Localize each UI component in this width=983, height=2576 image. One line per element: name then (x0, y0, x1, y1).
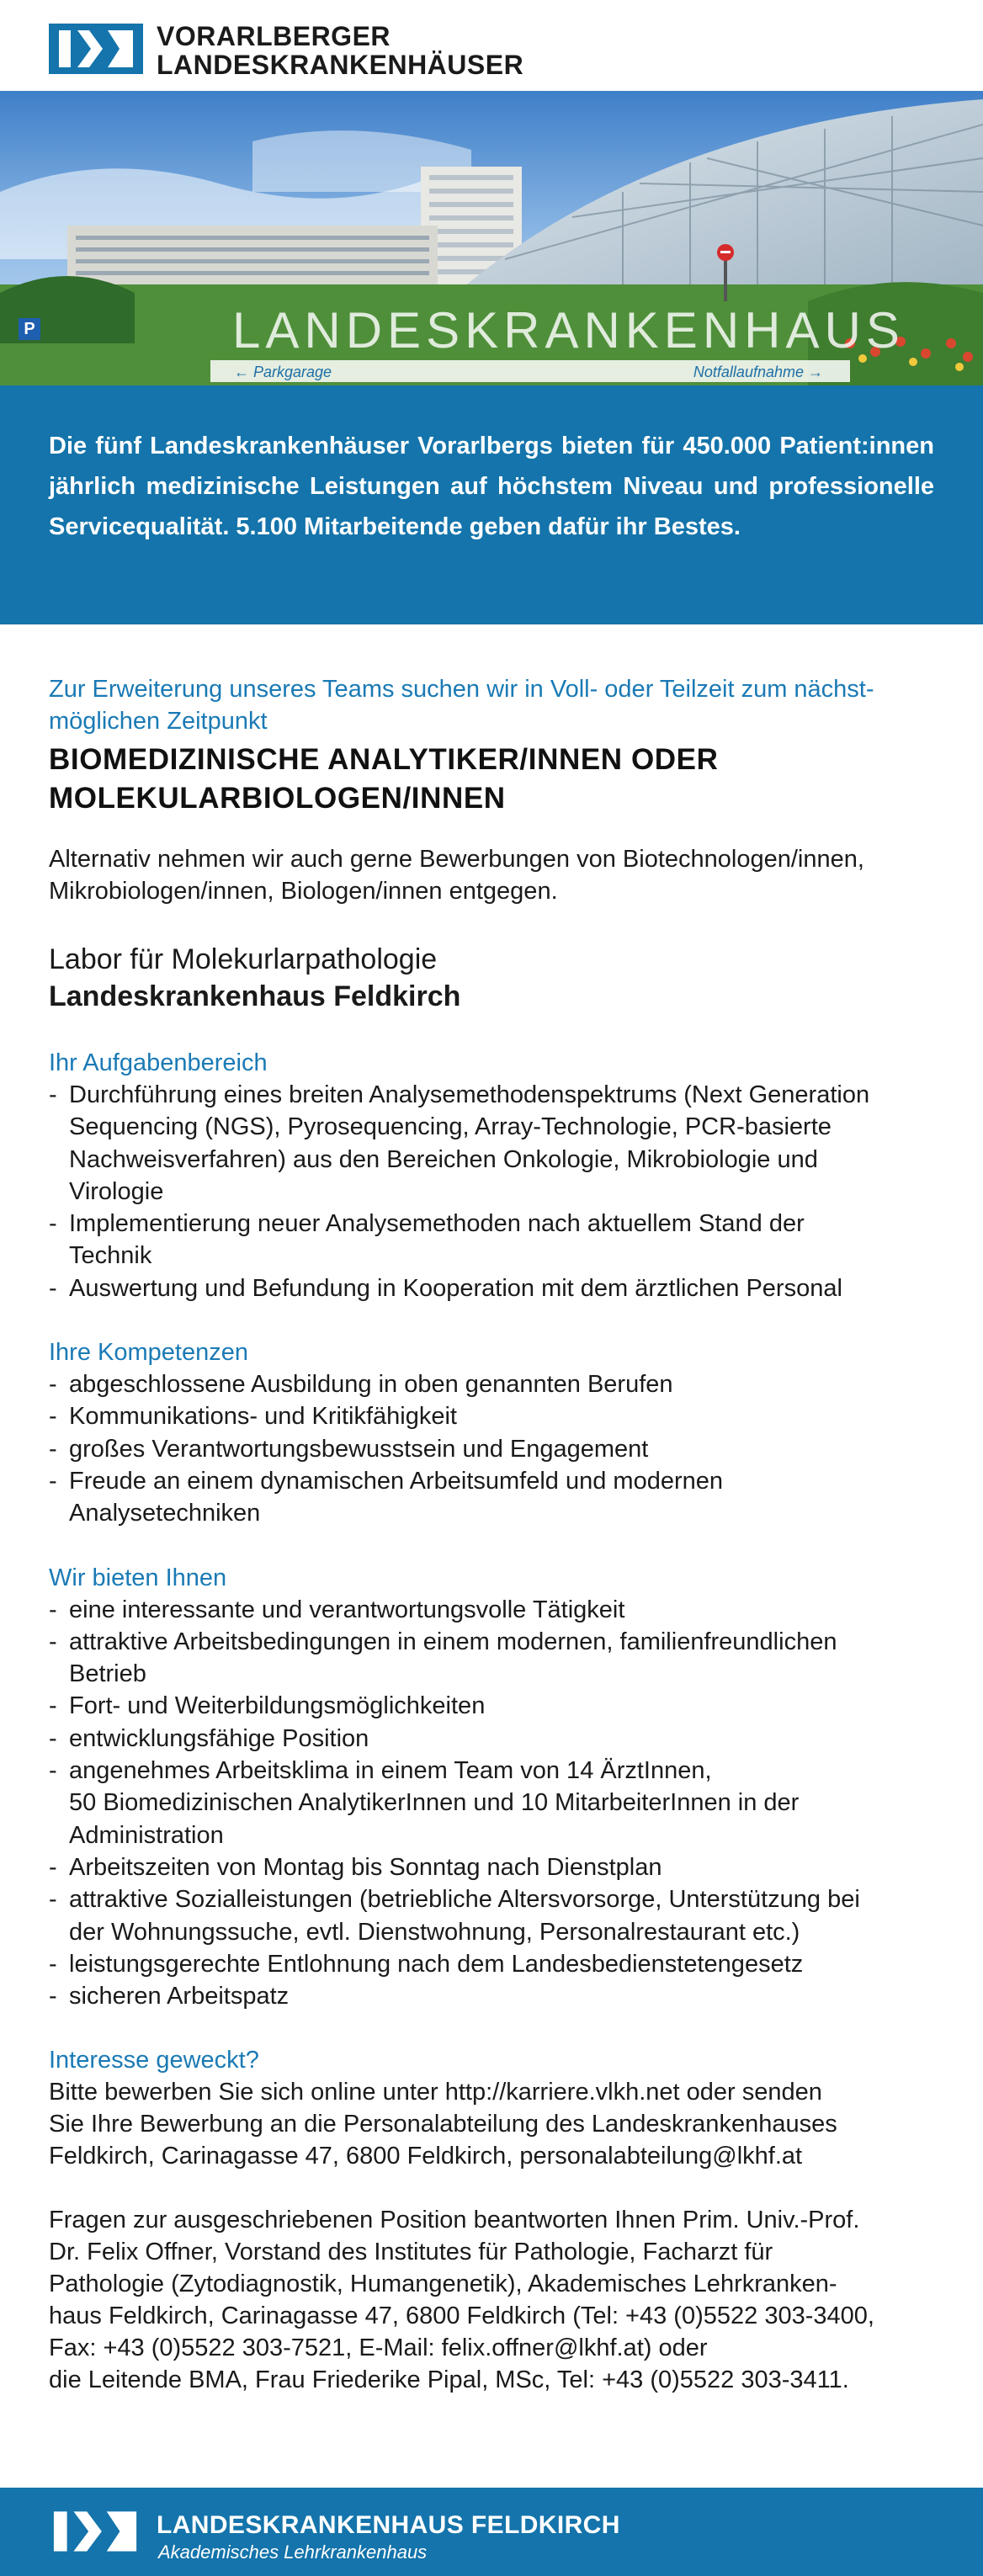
list-item-line: - leistungsgerechte Entlohnung nach dem Landesbedienstetengesetz (69, 1950, 804, 1978)
list-item-line: - Kommunikations- und Kritikfähigkeit (69, 1403, 457, 1431)
offer-list (49, 1594, 949, 2013)
list-item-line: der Wohnungssuche, evtl. Dienstwohnung, Personalrestaurant etc.) (69, 1918, 800, 1946)
list-item-line: - Implementierung neuer Analysemethoden nach aktuellem Stand der (69, 1210, 805, 1238)
hospital-sign (210, 301, 905, 382)
job-title-line-2: MOLEKULARBIOLOGEN/INNEN (49, 782, 506, 815)
list-item-line: - sicheren Arbeitspatz (69, 1983, 290, 2010)
list-item-line: Nachweisverfahren) aus den Bereichen Onkologie, Mikrobiologie und (69, 1145, 818, 1173)
list-item (49, 1755, 949, 1851)
list-item-line: Administration (69, 1821, 224, 1849)
footer-title: LANDESKRANKENHAUS FELDKIRCH (157, 2511, 620, 2539)
list-item-line: - attraktive Arbeitsbedingungen in einem modernen, familienfreundlichen (69, 1628, 837, 1655)
list-item-line: - abgeschlossene Ausbildung in oben genannten Berufen (69, 1371, 673, 1399)
alternative-line-1: Alternativ nehmen wir auch gerne Bewerbungen von Biotechnologen/innen, (49, 846, 864, 873)
list-item-line: Analysetechniken (69, 1500, 261, 1527)
text-line: haus Feldkirch, Carinagasse 47, 6800 Feldkirch (Tel: +43 (0)5522 303-3400, (49, 2302, 874, 2330)
hospital-sign-title: LANDESKRANKENHAUS (232, 302, 905, 359)
list-item (49, 1948, 949, 1980)
footer-subtitle: Akademisches Lehrkrankenhaus (158, 2541, 428, 2563)
list-item (49, 1883, 949, 1948)
list-item-line: Virologie (69, 1177, 164, 1205)
skills-heading: Ihre Kompetenzen (49, 1339, 248, 1367)
list-item-line: - Durchführung eines breiten Analysemethodenspektrums (Next Generation (69, 1081, 870, 1108)
list-item (49, 1368, 949, 1400)
list-item (49, 1272, 949, 1304)
apply-heading: Interesse geweckt? (49, 2047, 259, 2074)
job-title-line-1: BIOMEDIZINISCHE ANALYTIKER/INNEN ODER (49, 743, 719, 776)
intro-banner (0, 385, 983, 624)
list-item-line: - großes Verantwortungsbewusstsein und Engagement (69, 1435, 649, 1463)
logo-line-1: VORARLBERGER (157, 21, 391, 51)
hospital-sign-directions (210, 360, 850, 382)
logo-line-2: LANDESKRANKENHÄUSER (157, 50, 524, 80)
list-item (49, 1433, 949, 1465)
list-item (49, 1626, 949, 1691)
hospital-name: Landeskrankenhaus Feldkirch (49, 980, 461, 1012)
job-lead (49, 673, 949, 737)
list-item-line: Betrieb (69, 1660, 146, 1688)
tasks-list (49, 1079, 949, 1304)
list-item (49, 1465, 949, 1530)
list-item-line: - angenehmes Arbeitsklima in einem Team von 14 ÄrztInnen, (69, 1757, 712, 1785)
intro-text: Die fünf Landeskrankenhäuser Vorarlbergs bieten für 450.000 Patient:innen jährlich medizinische Leistungen auf höchstem Niveau und professionelle Servicequalität. 5.100 Mitarbeitende geben dafür ihr Bestes. (49, 433, 934, 540)
department-name: Labor für Molekurlarpathologie (49, 943, 438, 975)
job-lead-line-2: möglichen Zeitpunkt (49, 708, 268, 735)
list-item (49, 1079, 949, 1208)
list-item-line: - entwicklungsfähige Position (69, 1724, 369, 1752)
page-header (0, 0, 983, 91)
job-lead-line-1: Zur Erweiterung unseres Teams suchen wir in Voll- oder Teilzeit zum nächst- (49, 676, 874, 703)
list-item (49, 1690, 949, 1722)
list-item-line: - Fort- und Weiterbildungsmöglichkeiten (69, 1692, 486, 1720)
alternative-line-2: Mikrobiologen/innen, Biologen/innen entgegen. (49, 878, 558, 905)
text-line: Sie Ihre Bewerbung an die Personalabteilung des Landeskrankenhauses (49, 2111, 837, 2138)
job-posting (49, 673, 949, 2396)
job-title (49, 741, 949, 818)
vlkh-logo-icon (49, 24, 143, 74)
skills-list (49, 1368, 949, 1529)
list-item (49, 1400, 949, 1432)
list-item-line: Sequencing (NGS), Pyrosequencing, Array-Technologie, PCR-basierte (69, 1113, 832, 1141)
text-line: die Leitende BMA, Frau Friederike Pipal, MSc, Tel: +43 (0)5522 303-3411. (49, 2366, 849, 2394)
offer-heading: Wir bieten Ihnen (49, 1564, 227, 1591)
hospital-photo (0, 91, 983, 385)
list-item (49, 1723, 949, 1755)
apply-text (49, 2076, 949, 2172)
text-line: Fax: +43 (0)5522 303-7521, E-Mail: felix.offner@lkhf.at) oder (49, 2334, 708, 2362)
list-item-line: 50 Biomedizinischen AnalytikerInnen und 10 MitarbeiterInnen in der (69, 1789, 800, 1817)
text-line: Pathologie (Zytodiagnostik, Humangenetik), Akademisches Lehrkranken- (49, 2271, 837, 2298)
alternative-applicants (49, 843, 949, 907)
page-footer (0, 2488, 983, 2576)
contact-text (49, 2204, 949, 2396)
list-item-line: - Freude an einem dynamischen Arbeitsumfeld und modernen (69, 1467, 724, 1495)
sign-parking-direction: ← Parkgarage (234, 364, 332, 380)
list-item (49, 1980, 949, 2012)
text-line: Feldkirch, Carinagasse 47, 6800 Feldkirch, personalabteilung@lkhf.at (49, 2143, 803, 2170)
lkh-feldkirch-logo-icon (49, 2506, 141, 2557)
text-line: Dr. Felix Offner, Vorstand des Institutes für Pathologie, Facharzt für (49, 2239, 773, 2266)
parking-sign-icon: P (24, 320, 35, 338)
sign-emergency-direction: Notfallaufnahme → (693, 364, 823, 380)
list-item-line: - attraktive Sozialleistungen (betriebliche Altersvorsorge, Unterstützung bei (69, 1886, 860, 1914)
list-item-line: - Auswertung und Befundung in Kooperation mit dem ärztlichen Personal (69, 1274, 842, 1302)
text-line: Fragen zur ausgeschriebenen Position beantworten Ihnen Prim. Univ.-Prof. (49, 2207, 860, 2234)
list-item-line: - eine interessante und verantwortungsvolle Tätigkeit (69, 1596, 625, 1623)
list-item-line: Technik (69, 1242, 152, 1270)
list-item-line: - Arbeitszeiten von Montag bis Sonntag nach Dienstplan (69, 1853, 662, 1881)
list-item (49, 1594, 949, 1626)
list-item (49, 1208, 949, 1272)
logo-wordmark (157, 22, 523, 79)
tasks-heading: Ihr Aufgabenbereich (49, 1049, 268, 1076)
list-item (49, 1851, 949, 1883)
text-line: Bitte bewerben Sie sich online unter http://karriere.vlkh.net oder senden (49, 2079, 822, 2106)
